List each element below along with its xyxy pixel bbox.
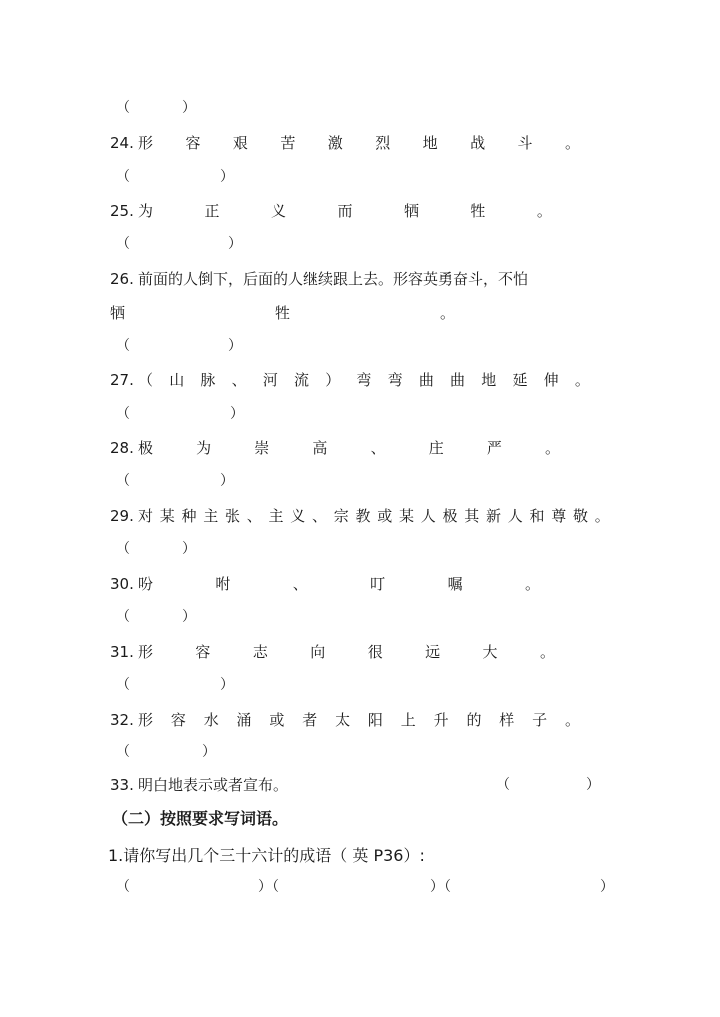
definition-char: 者 <box>302 711 318 729</box>
definition-char: 。 <box>524 575 540 593</box>
definition-char: 尊 <box>551 507 567 525</box>
definition-char: 。 <box>574 371 590 389</box>
paren-close: ） <box>228 338 242 354</box>
task-1-prompt: 1.请你写出几个三十六计的成语（ 英 P36）: <box>108 846 425 865</box>
answer-paren <box>116 673 234 697</box>
item-number: 30. <box>110 575 134 593</box>
definition-char: 其 <box>464 507 480 525</box>
definition-char: 义 <box>270 202 286 220</box>
paren-close: ） <box>230 406 244 422</box>
definition-char: 烈 <box>375 134 391 152</box>
paren-open: （ <box>116 609 130 625</box>
blank-close: ） <box>600 879 614 895</box>
item-number: 26. <box>110 270 134 288</box>
item-31 <box>110 639 555 665</box>
definition-char: 子 <box>532 711 548 729</box>
definition-char: 形 <box>138 711 154 729</box>
definition-char: 。 <box>544 439 560 457</box>
definition-char: 牲 <box>274 304 290 322</box>
definition-char: 人 <box>420 507 436 525</box>
paren-close: ） <box>220 473 234 489</box>
definition-char: 的 <box>466 711 482 729</box>
definition-char: 吩 <box>138 575 154 593</box>
definition-char: 。 <box>564 134 580 152</box>
paren-open: （ <box>116 100 130 116</box>
definition-char: 战 <box>470 134 486 152</box>
definition-char: 张 <box>225 507 241 525</box>
definition-char: 曲 <box>450 371 466 389</box>
definition-char: 涌 <box>236 711 252 729</box>
item-number: 33. <box>110 776 134 794</box>
blank-separator-2: ）（ <box>430 879 451 895</box>
definition-char: 山 <box>169 371 185 389</box>
item-25 <box>110 198 552 224</box>
definition-char: 或 <box>269 711 285 729</box>
definition-char: 。 <box>539 643 555 661</box>
definition-char: 大 <box>482 643 498 661</box>
paren-open: （ <box>496 777 510 793</box>
item-number: 31. <box>110 643 134 661</box>
item-number: 28. <box>110 439 134 457</box>
paren-close: ） <box>182 541 196 557</box>
paren-open: （ <box>116 236 130 252</box>
item-number: 27. <box>110 371 134 389</box>
paren-close: ） <box>220 169 234 185</box>
definition-char: ） <box>325 371 341 389</box>
definition-char: 升 <box>433 711 449 729</box>
definition-char: 。 <box>439 304 455 322</box>
answer-paren <box>116 537 196 561</box>
definition-char: 或 <box>377 507 393 525</box>
item-definition <box>138 198 552 224</box>
definition-char: 为 <box>196 439 212 457</box>
definition-char: 志 <box>252 643 268 661</box>
definition-char: 牺 <box>403 202 419 220</box>
paren-close: ） <box>202 744 216 760</box>
definition-char: 弯 <box>356 371 372 389</box>
paren-close: ） <box>586 777 600 793</box>
definition-char: （ <box>138 371 154 389</box>
definition-char: 伸 <box>543 371 559 389</box>
item-number: 29. <box>110 507 134 525</box>
definition-char: 、 <box>231 371 247 389</box>
definition-char: 牲 <box>470 202 486 220</box>
definition-char: 某 <box>399 507 415 525</box>
definition-char: 阳 <box>367 711 383 729</box>
item-definition <box>138 503 610 529</box>
definition-char: 曲 <box>418 371 434 389</box>
definition-char: 弯 <box>387 371 403 389</box>
definition-char: 为 <box>138 202 154 220</box>
item-definition <box>138 435 560 461</box>
item-definition <box>138 367 590 393</box>
definition-char: 极 <box>138 439 154 457</box>
definition-char: 、 <box>246 507 262 525</box>
answer-paren <box>116 232 242 256</box>
definition-char: 样 <box>499 711 515 729</box>
item-27 <box>110 367 590 393</box>
definition-char: 苦 <box>280 134 296 152</box>
blank-separator-1: ）（ <box>258 879 279 895</box>
definition-char: 水 <box>203 711 219 729</box>
paren-open: （ <box>116 338 130 354</box>
definition-char: 很 <box>367 643 383 661</box>
item-definition-continued <box>110 300 455 326</box>
definition-char: 牺 <box>110 304 126 322</box>
definition-char: 宗 <box>333 507 349 525</box>
paren-open: （ <box>116 406 130 422</box>
item-definition: 前面的人倒下，后面的人继续跟上去。形容英勇奋斗，不怕 <box>138 270 529 288</box>
definition-char: 嘱 <box>447 575 463 593</box>
definition-char: 流 <box>294 371 310 389</box>
definition-char: 、 <box>292 575 308 593</box>
definition-char: 脉 <box>200 371 216 389</box>
answer-paren <box>116 469 234 493</box>
item-29 <box>110 503 610 529</box>
paren-open: （ <box>116 744 130 760</box>
definition-char: 。 <box>594 507 610 525</box>
definition-char: 艰 <box>232 134 248 152</box>
definition-char: 斗 <box>517 134 533 152</box>
paren-close: ） <box>182 609 196 625</box>
answer-paren <box>116 334 242 358</box>
answer-paren <box>116 165 234 189</box>
definition-char: 、 <box>370 439 386 457</box>
item-definition <box>138 707 580 733</box>
definition-char: 高 <box>312 439 328 457</box>
item-definition <box>138 639 555 665</box>
paren-open: （ <box>116 473 130 489</box>
definition-char: 崇 <box>254 439 270 457</box>
item-number: 32. <box>110 711 134 729</box>
answer-paren-23 <box>116 96 196 120</box>
definition-char: 教 <box>355 507 371 525</box>
definition-char: 而 <box>337 202 353 220</box>
item-32 <box>110 707 580 733</box>
definition-char: 某 <box>159 507 175 525</box>
definition-char: 容 <box>195 643 211 661</box>
definition-char: 地 <box>481 371 497 389</box>
item-30 <box>110 571 540 597</box>
definition-char: 地 <box>422 134 438 152</box>
definition-char: 庄 <box>428 439 444 457</box>
definition-char: 极 <box>442 507 458 525</box>
paren-close: ） <box>220 677 234 693</box>
paren-open: （ <box>116 541 130 557</box>
answer-paren <box>496 774 600 794</box>
definition-char: 义 <box>290 507 306 525</box>
section-heading: （二）按照要求写词语。 <box>112 809 289 828</box>
definition-char: 、 <box>312 507 328 525</box>
definition-char: 激 <box>327 134 343 152</box>
definition-char: 太 <box>335 711 351 729</box>
definition-char: 正 <box>204 202 220 220</box>
item-24 <box>110 130 580 156</box>
definition-char: 延 <box>512 371 528 389</box>
definition-char: 形 <box>138 134 154 152</box>
definition-char: 河 <box>262 371 278 389</box>
definition-char: 对 <box>138 507 154 525</box>
item-26 <box>110 266 528 292</box>
item-28 <box>110 435 560 461</box>
blank-open: （ <box>116 879 130 895</box>
item-33 <box>110 772 288 798</box>
definition-char: 容 <box>170 711 186 729</box>
definition-char: 。 <box>564 711 580 729</box>
definition-char: 向 <box>310 643 326 661</box>
definition-char: 严 <box>486 439 502 457</box>
answer-paren <box>116 740 216 764</box>
definition-char: 主 <box>268 507 284 525</box>
paren-open: （ <box>116 677 130 693</box>
answer-paren <box>116 402 244 426</box>
definition-char: 形 <box>138 643 154 661</box>
definition-char: 种 <box>181 507 197 525</box>
paren-close: ） <box>182 100 196 116</box>
item-number: 25. <box>110 202 134 220</box>
item-definition: 明白地表示或者宣布。 <box>138 776 289 794</box>
definition-char: 人 <box>507 507 523 525</box>
item-definition <box>138 571 540 597</box>
item-number: 24. <box>110 134 134 152</box>
definition-char: 主 <box>203 507 219 525</box>
item-definition <box>138 130 580 156</box>
answer-paren <box>116 605 196 629</box>
definition-char: 叮 <box>370 575 386 593</box>
definition-char: 远 <box>425 643 441 661</box>
definition-char: 容 <box>185 134 201 152</box>
paren-open: （ <box>116 169 130 185</box>
definition-char: 敬 <box>573 507 589 525</box>
definition-char: 。 <box>536 202 552 220</box>
definition-char: 新 <box>486 507 502 525</box>
definition-char: 和 <box>529 507 545 525</box>
definition-char: 上 <box>400 711 416 729</box>
paren-close: ） <box>228 236 242 252</box>
definition-char: 咐 <box>215 575 231 593</box>
